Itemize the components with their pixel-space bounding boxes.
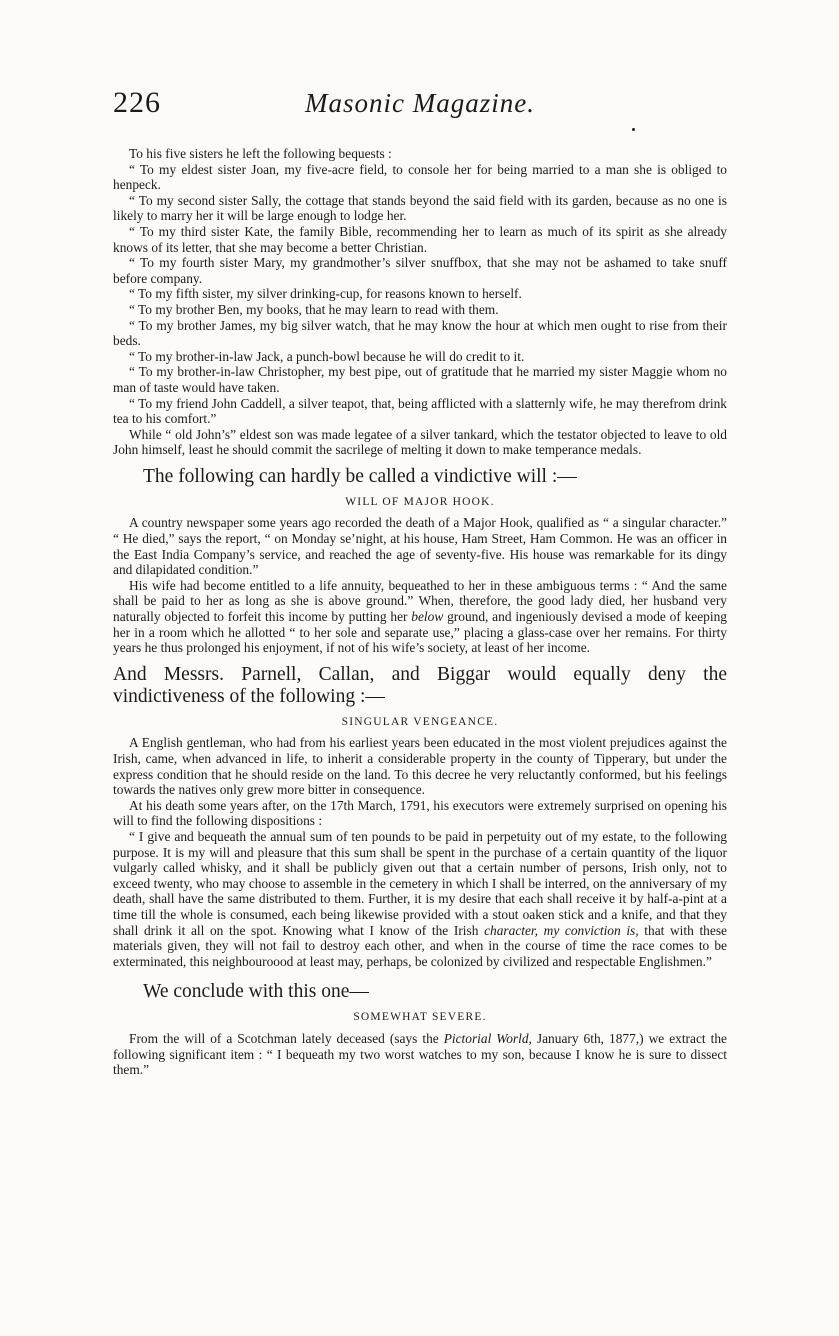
bequest-item: “ To my eldest sister Joan, my five-acre field, to console her for being married to a man she is obliged to henpeck. xyxy=(113,161,727,193)
paragraph: At his death some years after, on the 17th March, 1791, his executors were extremely surprised on opening his will to find the following dispositions : xyxy=(113,797,727,829)
bequest-item: While “ old John’s” eldest son was made legatee of a silver tankard, which the testator objected to leave to old John himself, least he should commit the sacrilege of melting it down to make temperance medals. xyxy=(113,426,727,458)
section-heading: SOMEWHAT SEVERE. xyxy=(353,1011,487,1024)
page-number: 226 xyxy=(113,86,161,119)
section-heading: SINGULAR VENGEANCE. xyxy=(341,715,499,728)
article-body xyxy=(113,146,727,1078)
bequest-item: “ To my brother James, my big silver watch, that he may know the hour at which men ought to rise from their beds. xyxy=(113,317,727,349)
paragraph: “ I give and bequeath the annual sum of ten pounds to be paid in perpetuity out of my estate, to the following purpose. It is my will and pleasure that this sum shall be spent in the purchase of a certain quantity of the liquor vulgarly called whisky, and it shall be publicly given out that a certain number of persons, Irish only, not to exceed twenty, who may choose to assemble in the cemetery in which I shall be interred, on the anniversary of my death, shall have the same distributed to them. Further, it is my desire that each shall receive it by half-a-pint at a time till the whole is consumed, each being likewise provided with a stout oaken stick and a knife, and that they shall drink it all on the spot. Knowing what I know of the Irish character, my conviction is, that with these materials given, they will not fail to destroy each other, and when in the course of time the race comes to be exterminated, this neighbouroood at least may, perhaps, be colonized by civilized and respectable Englishmen.” xyxy=(113,828,727,969)
printer-dot xyxy=(632,128,635,131)
emphasis: below xyxy=(411,609,444,625)
paragraph: A English gentleman, who had from his earliest years been educated in the most violent prejudices against the Irish, came, when advanced in life, to inherit a considerable property in the county of Tipperary, but under the express condition that he should reside on the land. To this decree he very reluctantly conformed, but his feelings towards the natives only grew more bitter in consequence. xyxy=(113,735,727,798)
section-intro: We conclude with this one— xyxy=(143,981,369,1003)
paragraph: A country newspaper some years ago recorded the death of a Major Hook, qualified as “ a singular character.” “ He died,” says the report, “ on Monday se’night, at his house, Ham Street, Ham Common. He was an officer in the East India Company’s service, and reached the age of seventy-five. His house was remarkable for its dingy and dilapidated condition.” xyxy=(113,515,727,578)
page-header xyxy=(113,86,727,126)
bequest-item: “ To my fourth sister Mary, my grandmother’s silver snuffbox, that she may not be ashamed to take snuff before company. xyxy=(113,255,727,286)
paragraph: His wife had become entitled to a life annuity, bequeathed to her in these ambiguous terms : “ And the same shall be paid to her as long as she is above ground.” When, therefore, the good lady died, her husband very naturally objected to forfeit this income by putting her below ground, and ingeniously devised a mode of keeping her in a room which he allotted “ to her sole and separate use,” placing a glass-case over her remains. For thirty years he thus prolonged his enjoyment, if not of his wife’s society, at least of her income. xyxy=(113,577,727,656)
paragraph: From the will of a Scotchman lately deceased (says the Pictorial World, January 6th, 1877,) we extract the following significant item : “ I bequeath my two worst watches to my son, because I know he is sure to dissect them.” xyxy=(113,1030,727,1078)
section-intro: The following can hardly be called a vindictive will :— xyxy=(143,465,577,487)
section-intro: And Messrs. Parnell, Callan, and Biggar would equally deny the vindictiveness of the following :— xyxy=(113,663,727,707)
emphasis: Pictorial World, xyxy=(443,1030,532,1046)
bequest-item: “ To my second sister Sally, the cottage that stands beyond the said field with its garden, because as no one is likely to marry her it will be large enough to lodge her. xyxy=(113,192,727,224)
bequest-item: “ To my brother Ben, my books, that he may learn to read with them. xyxy=(129,301,499,317)
section-heading: WILL OF MAJOR HOOK. xyxy=(345,495,495,508)
bequest-item: “ To my brother-in-law Christopher, my best pipe, out of gratitude that he married my sister Maggie whom no man of taste would have taken. xyxy=(113,364,727,395)
bequest-item: “ To my third sister Kate, the family Bible, recommending her to learn as much of its spirit as she already knows of its letter, that she may become a better Christian. xyxy=(113,223,727,255)
running-title: Masonic Magazine. xyxy=(305,88,535,118)
bequest-item: “ To my friend John Caddell, a silver teapot, that, being afflicted with a slatternly wife, he may therefrom drink tea to his comfort.” xyxy=(113,395,727,427)
bequest-item: “ To my brother-in-law Jack, a punch-bowl because he will do credit to it. xyxy=(129,348,525,364)
bequest-item: “ To my fifth sister, my silver drinking-cup, for reasons known to herself. xyxy=(129,286,522,302)
bequests-intro: To his five sisters he left the following bequests : xyxy=(129,146,392,161)
emphasis: character, my conviction is, xyxy=(484,922,639,938)
